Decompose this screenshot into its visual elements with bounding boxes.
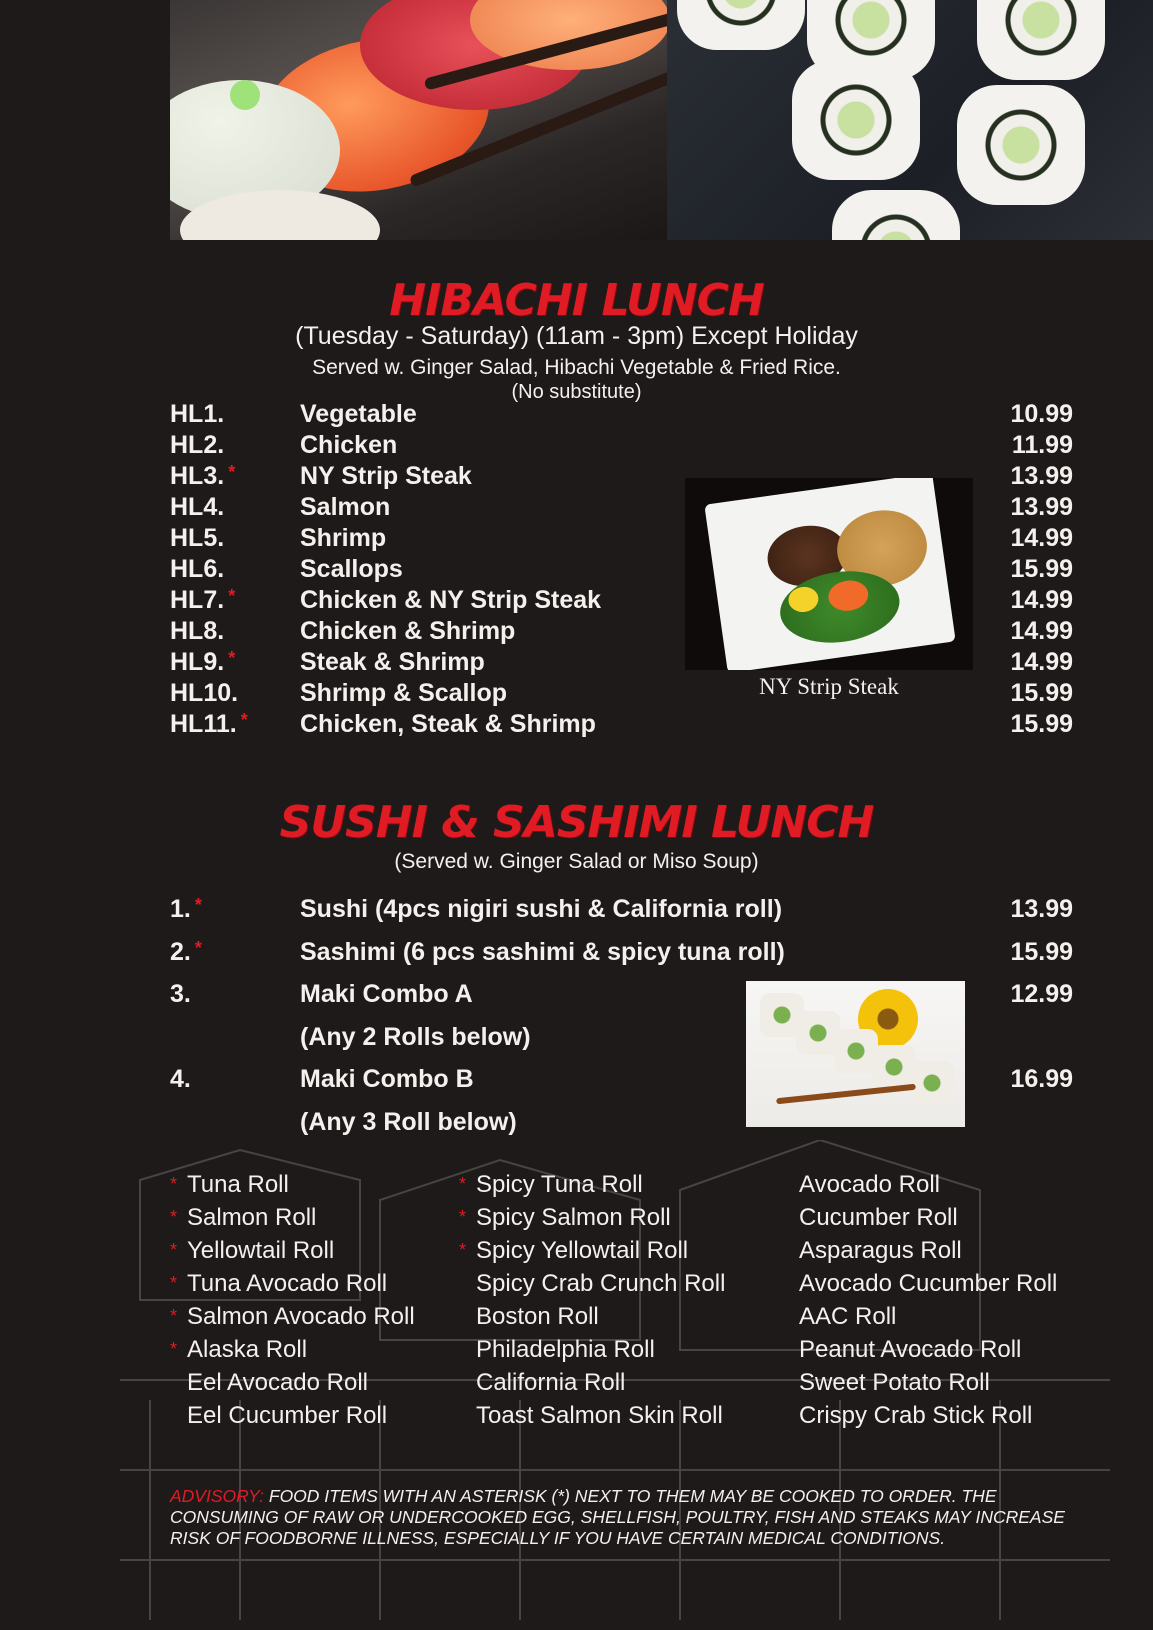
roll-name: Crispy Crab Stick Roll bbox=[799, 1402, 1033, 1429]
item-name: Sushi (4pcs nigiri sushi & California roll) bbox=[300, 895, 783, 923]
sushi-item bbox=[0, 1108, 1153, 1138]
item-price: 10.99 bbox=[1010, 400, 1073, 428]
item-code: HL10. bbox=[170, 679, 239, 707]
roll-name: Boston Roll bbox=[476, 1303, 599, 1330]
item-code: HL6. bbox=[170, 555, 225, 583]
asterisk-marker: * bbox=[228, 462, 236, 482]
roll-option bbox=[170, 1300, 415, 1333]
roll-name: Asparagus Roll bbox=[799, 1237, 962, 1264]
asterisk-marker: * bbox=[170, 1273, 178, 1293]
roll-name: AAC Roll bbox=[799, 1303, 897, 1330]
item-name: Sashimi (6 pcs sashimi & spicy tuna roll) bbox=[300, 937, 785, 966]
roll-name: Yellowtail Roll bbox=[187, 1237, 335, 1264]
roll-name: Philadelphia Roll bbox=[476, 1336, 655, 1363]
roll-option bbox=[170, 1267, 415, 1300]
roll-name: Avocado Cucumber Roll bbox=[799, 1270, 1058, 1297]
asterisk-marker: * bbox=[459, 1207, 467, 1227]
sushi-item bbox=[0, 980, 1153, 1010]
hibachi-item bbox=[0, 648, 1153, 678]
roll-option bbox=[170, 1333, 415, 1366]
advisory-text: FOOD ITEMS WITH AN ASTERISK (*) NEXT TO THEM MAY BE COOKED TO ORDER. THE CONSUMING OF RAW OR UNDERCOOKED EGG, SHELLFISH, POULTRY, FISH AND STEAKS MAY INCREASE RISK OF FOODBORNE ILLNESS, ESPECIALLY IF YOU HAVE CERTAIN MEDICAL CONDITIONS. bbox=[170, 1486, 1065, 1548]
roll-option bbox=[782, 1267, 1057, 1300]
roll-option bbox=[459, 1267, 725, 1300]
rolls-column-2 bbox=[459, 1168, 725, 1432]
nigiri-sushi-photo bbox=[170, 0, 667, 240]
hibachi-item bbox=[0, 555, 1153, 585]
item-price: 14.99 bbox=[1010, 586, 1073, 614]
item-code: HL4. bbox=[170, 493, 225, 521]
advisory-notice bbox=[170, 1486, 1070, 1549]
hibachi-item bbox=[0, 617, 1153, 647]
roll-option bbox=[782, 1300, 1057, 1333]
item-code: HL3. * bbox=[170, 462, 236, 490]
roll-name: Spicy Crab Crunch Roll bbox=[476, 1270, 726, 1297]
hibachi-item bbox=[0, 586, 1153, 616]
sushi-item bbox=[0, 1023, 1153, 1053]
roll-option bbox=[782, 1201, 1057, 1234]
item-price: 13.99 bbox=[1010, 895, 1073, 923]
item-price: 15.99 bbox=[1010, 710, 1073, 738]
asterisk-marker: * bbox=[459, 1174, 467, 1194]
item-code: HL8. bbox=[170, 617, 225, 645]
item-code: 2. * bbox=[170, 937, 202, 966]
roll-option bbox=[782, 1168, 1057, 1201]
roll-option bbox=[459, 1201, 725, 1234]
roll-name: Sweet Potato Roll bbox=[799, 1369, 990, 1396]
item-price: 11.99 bbox=[1011, 431, 1073, 459]
asterisk-marker: * bbox=[170, 1339, 178, 1359]
item-code bbox=[170, 1108, 174, 1137]
hibachi-item bbox=[0, 462, 1153, 492]
roll-name: Tuna Roll bbox=[187, 1171, 289, 1198]
roll-name: Toast Salmon Skin Roll bbox=[476, 1402, 723, 1429]
item-price: 15.99 bbox=[1010, 937, 1073, 966]
hibachi-note: (No substitute) bbox=[511, 381, 642, 403]
item-code: HL11. * bbox=[170, 710, 248, 738]
item-price: 14.99 bbox=[1010, 617, 1073, 645]
item-name: NY Strip Steak bbox=[300, 462, 472, 490]
item-name: Steak & Shrimp bbox=[300, 648, 485, 676]
roll-name: Spicy Salmon Roll bbox=[476, 1204, 671, 1231]
ny-strip-steak-photo bbox=[685, 478, 973, 670]
sushi-item bbox=[0, 895, 1153, 925]
roll-option bbox=[459, 1234, 725, 1267]
roll-option bbox=[170, 1399, 415, 1432]
roll-option bbox=[459, 1300, 725, 1333]
advisory-label: ADVISORY: bbox=[170, 1486, 265, 1506]
item-name: (Any 3 Roll below) bbox=[300, 1108, 517, 1136]
hibachi-item bbox=[0, 431, 1153, 461]
asterisk-marker: * bbox=[194, 895, 202, 915]
maki-rolls-photo bbox=[667, 0, 1153, 240]
item-name: Salmon bbox=[300, 493, 391, 521]
roll-option bbox=[170, 1168, 415, 1201]
item-name: Shrimp & Scallop bbox=[300, 679, 507, 707]
hibachi-item bbox=[0, 493, 1153, 523]
roll-option bbox=[782, 1333, 1057, 1366]
roll-name: Tuna Avocado Roll bbox=[187, 1270, 388, 1297]
roll-name: Alaska Roll bbox=[187, 1336, 308, 1363]
item-code: HL5. bbox=[170, 524, 225, 552]
item-name: Chicken, Steak & Shrimp bbox=[300, 710, 596, 738]
roll-option bbox=[459, 1399, 725, 1432]
sushi-served: (Served w. Ginger Salad or Miso Soup) bbox=[394, 850, 759, 873]
sushi-title: SUSHI & SASHIMI LUNCH bbox=[279, 797, 874, 848]
roll-name: Spicy Tuna Roll bbox=[476, 1171, 643, 1198]
asterisk-marker: * bbox=[194, 937, 202, 958]
item-name: Scallops bbox=[300, 555, 403, 583]
item-code: 3. bbox=[170, 980, 191, 1009]
roll-name: Peanut Avocado Roll bbox=[799, 1336, 1022, 1363]
item-code: 4. bbox=[170, 1065, 191, 1094]
roll-name: Eel Cucumber Roll bbox=[187, 1402, 388, 1429]
rolls-column-3 bbox=[782, 1168, 1057, 1432]
item-price: 14.99 bbox=[1010, 648, 1073, 676]
asterisk-marker: * bbox=[170, 1240, 178, 1260]
hero-photos bbox=[170, 0, 1153, 240]
roll-name: California Roll bbox=[476, 1369, 626, 1396]
item-code: HL2. bbox=[170, 431, 225, 459]
item-name: Maki Combo A bbox=[300, 980, 473, 1009]
hibachi-item bbox=[0, 400, 1153, 430]
item-name: Chicken bbox=[300, 431, 398, 459]
item-name: Vegetable bbox=[300, 400, 417, 428]
item-price: 12.99 bbox=[1010, 980, 1073, 1009]
hibachi-item bbox=[0, 679, 1153, 709]
hibachi-served: Served w. Ginger Salad, Hibachi Vegetable & Fried Rice. bbox=[312, 356, 841, 379]
hibachi-item bbox=[0, 524, 1153, 554]
roll-option bbox=[782, 1366, 1057, 1399]
item-code: HL7. * bbox=[170, 586, 236, 614]
asterisk-marker: * bbox=[228, 648, 236, 668]
item-code: HL1. bbox=[170, 400, 225, 428]
roll-option bbox=[459, 1333, 725, 1366]
asterisk-marker: * bbox=[170, 1306, 178, 1326]
roll-option bbox=[170, 1234, 415, 1267]
maki-combo-photo bbox=[746, 981, 965, 1127]
item-price: 13.99 bbox=[1010, 462, 1073, 490]
roll-name: Spicy Yellowtail Roll bbox=[476, 1237, 689, 1264]
roll-option bbox=[782, 1234, 1057, 1267]
roll-name: Salmon Avocado Roll bbox=[187, 1303, 415, 1330]
roll-name: Avocado Roll bbox=[799, 1171, 940, 1198]
asterisk-marker: * bbox=[228, 586, 236, 606]
sushi-item bbox=[0, 1065, 1153, 1095]
roll-option bbox=[170, 1201, 415, 1234]
item-price: 15.99 bbox=[1010, 555, 1073, 583]
item-price: 13.99 bbox=[1010, 493, 1073, 521]
sushi-item bbox=[0, 938, 1153, 968]
roll-option bbox=[782, 1399, 1057, 1432]
item-price: 16.99 bbox=[1010, 1065, 1073, 1094]
asterisk-marker: * bbox=[170, 1174, 178, 1194]
item-code: 1. * bbox=[170, 895, 202, 923]
item-price: 14.99 bbox=[1010, 524, 1073, 552]
item-name: Chicken & NY Strip Steak bbox=[300, 586, 602, 614]
asterisk-marker: * bbox=[459, 1240, 467, 1260]
roll-option bbox=[459, 1366, 725, 1399]
item-code: HL9. * bbox=[170, 648, 236, 676]
steak-photo-caption: NY Strip Steak bbox=[759, 674, 899, 699]
roll-option bbox=[459, 1168, 725, 1201]
item-price: 15.99 bbox=[1010, 679, 1073, 707]
item-name: (Any 2 Rolls below) bbox=[300, 1022, 531, 1051]
item-name: Shrimp bbox=[300, 524, 387, 552]
rolls-column-1 bbox=[170, 1168, 415, 1432]
roll-name: Cucumber Roll bbox=[799, 1204, 958, 1231]
hibachi-title: HIBACHI LUNCH bbox=[389, 275, 764, 326]
item-name: Maki Combo B bbox=[300, 1065, 474, 1094]
roll-name: Eel Avocado Roll bbox=[187, 1369, 369, 1396]
asterisk-marker: * bbox=[170, 1207, 178, 1227]
item-code bbox=[170, 1023, 174, 1052]
asterisk-marker: * bbox=[240, 710, 248, 730]
roll-name: Salmon Roll bbox=[187, 1204, 317, 1231]
hibachi-item bbox=[0, 710, 1153, 740]
roll-option bbox=[170, 1366, 415, 1399]
item-name: Chicken & Shrimp bbox=[300, 617, 516, 645]
hibachi-hours: (Tuesday - Saturday) (11am - 3pm) Except Holiday bbox=[295, 322, 858, 350]
